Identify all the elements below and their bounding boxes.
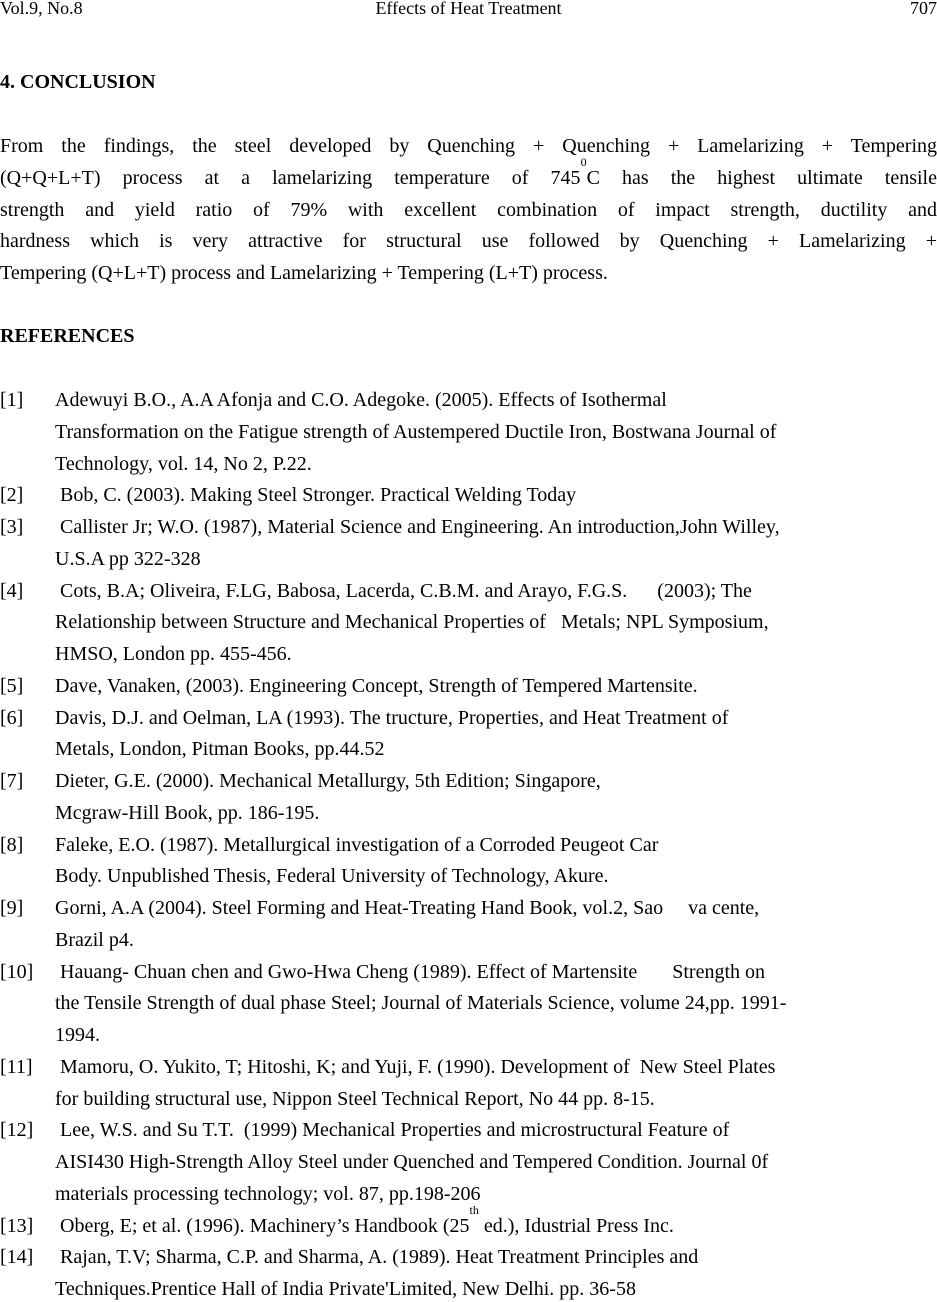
reference-text-line [55, 610, 769, 634]
text-run: Lee, W.S. and Su T.T. (1999) Mechanical Properties and microstructural Feature of [55, 1119, 730, 1142]
text-run: Body. Unpublished Thesis, Federal University of Technology, Akure. [55, 865, 609, 888]
paragraph-line [0, 134, 937, 158]
reference-text-line [55, 1118, 729, 1142]
text-run: Dieter, G.E. (2000). Mechanical Metallurgy, 5th Edition; Singapore, [55, 770, 601, 792]
reference-text-line [55, 1023, 100, 1047]
text-run: Relationship between Structure and Mechanical Properties of Metals; NPL Symposium, [55, 611, 769, 634]
reference-text-line [55, 896, 759, 920]
text-run: materials processing technology; vol. 87, pp.198-206 [55, 1182, 481, 1205]
text-run: 1994. [55, 1024, 100, 1046]
reference-text-line [55, 642, 292, 666]
reference-text-line [55, 1182, 480, 1206]
text-run: hardness which is very attractive for structural use followed by Quenching + Lamelarizing + [0, 230, 937, 253]
reference-number: [6] [0, 706, 24, 729]
reference-text-line [55, 769, 601, 793]
reference-text-line [55, 864, 609, 888]
reference-text-line [55, 1202, 674, 1238]
reference-number: [2] [0, 484, 24, 507]
text-run: Dave, Vanaken, (2003). Engineering Concept, Strength of Tempered Martensite. [55, 674, 698, 697]
text-run: Callister Jr; W.O. (1987), Material Science and Engineering. An introduction,John Willey, [55, 516, 780, 538]
reference-text-line [55, 991, 786, 1015]
reference-text-line [55, 515, 780, 539]
text-run: Bob, C. (2003). Making Steel Stronger. Practical Welding Today [55, 484, 577, 507]
text-run: Mamoru, O. Yukito, T; Hitoshi, K; and Yuji, F. (1990). Development of New Steel Plates [55, 1055, 776, 1078]
reference-number: [7] [0, 770, 24, 792]
reference-text-line [55, 833, 658, 857]
running-header-volume: Vol.9, No.8 [0, 0, 83, 18]
text-run: C has the highest ultimate tensile [586, 166, 937, 189]
text-run: Davis, D.J. and Oelman, LA (1993). The tructure, Properties, and Heat Treatment of [55, 706, 729, 729]
text-run: AISI430 High-Strength Alloy Steel under Quenched and Tempered Condition. Journal 0f [55, 1151, 769, 1173]
text-run: Metals, London, Pitman Books, pp.44.52 [55, 738, 385, 761]
text-run: HMSO, London pp. 455-456. [55, 643, 292, 665]
text-run: for building structural use, Nippon Steel Technical Report, No 44 pp. 8-15. [55, 1087, 655, 1110]
reference-text-line [55, 1245, 698, 1269]
reference-number: [4] [0, 579, 24, 602]
reference-number: [1] [0, 389, 24, 411]
text-run: Rajan, T.V; Sharma, C.P. and Sharma, A. (1989). Heat Treatment Principles and [55, 1246, 699, 1269]
paragraph-line [0, 154, 937, 190]
text-run: Hauang- Chuan chen and Gwo-Hwa Cheng (1989). Effect of Martensite Strength on [55, 960, 765, 983]
page-number: 707 [910, 0, 937, 18]
text-run: Mcgraw-Hill Book, pp. 186-195. [55, 801, 320, 824]
reference-number: [10] [0, 960, 34, 983]
text-run: the Tensile Strength of dual phase Steel; Journal of Materials Science, volume 24,pp. 1991- [55, 992, 787, 1015]
reference-number: [11] [0, 1055, 33, 1078]
reference-text-line [55, 547, 201, 571]
text-run: U.S.A pp 322-328 [55, 547, 201, 570]
reference-text-line [55, 420, 776, 444]
reference-text-line [55, 579, 752, 603]
text-run: strength and yield ratio of 79% with excellent combination of impact strength, ductility and [0, 198, 937, 221]
running-header-title: Effects of Heat Treatment [375, 0, 562, 18]
paragraph-line [0, 198, 937, 222]
text-run: Oberg, E; et al. (1996). Machinery’s Handbook (25 [55, 1214, 470, 1237]
reference-number: [13] [0, 1214, 34, 1237]
paragraph-line [0, 229, 937, 253]
text-run: Gorni, A.A (2004). Steel Forming and Heat-Treating Hand Book, vol.2, Sao va cente, [55, 897, 760, 919]
text-run: (Q+Q+L+T) process at a lamelarizing temperature of 745 [0, 166, 581, 189]
reference-text-line [55, 1055, 775, 1079]
reference-number: [5] [0, 674, 24, 697]
text-run: Transformation on the Fatigue strength of Austempered Ductile Iron, Bostwana Journal of [55, 420, 777, 443]
text-run: ed.), Idustrial Press Inc. [478, 1214, 674, 1237]
superscript: 0 [580, 154, 587, 169]
text-run: Adewuyi B.O., A.A Afonja and C.O. Adegoke. (2005). Effects of Isothermal [55, 389, 667, 411]
reference-text-line [55, 1087, 655, 1111]
text-run: Tempering (Q+L+T) process and Lamelarizing + Tempering (L+T) process. [0, 262, 608, 284]
conclusion-heading: 4. CONCLUSION [0, 71, 156, 93]
reference-number: [9] [0, 897, 24, 919]
reference-text-line [55, 674, 698, 698]
text-run: Technology, vol. 14, No 2, P.22. [55, 452, 312, 475]
text-run: From the findings, the steel developed by Quenching + Quenching + Lamelarizing + Tempering [0, 135, 937, 157]
text-run: Techniques.Prentice Hall of India Private'Limited, New Delhi. pp. 36-58 [55, 1278, 636, 1300]
text-run: Brazil p4. [55, 928, 134, 951]
reference-text-line [55, 1150, 768, 1174]
paragraph-line [0, 261, 608, 285]
reference-text-line [55, 928, 134, 952]
reference-text-line [55, 706, 728, 730]
reference-text-line [55, 960, 765, 984]
reference-number: [12] [0, 1119, 34, 1142]
superscript: th [469, 1202, 479, 1217]
reference-text-line [55, 483, 576, 507]
reference-number: [14] [0, 1246, 34, 1269]
text-run: Faleke, E.O. (1987). Metallurgical investigation of a Corroded Peugeot Car [55, 833, 659, 856]
references-heading: REFERENCES [0, 325, 135, 347]
reference-text-line [55, 388, 667, 412]
reference-text-line [55, 1277, 636, 1301]
reference-text-line [55, 452, 312, 476]
reference-text-line [55, 737, 384, 761]
text-run: Cots, B.A; Oliveira, F.LG, Babosa, Lacerda, C.B.M. and Arayo, F.G.S. (2003); The [55, 579, 752, 602]
reference-number: [8] [0, 833, 24, 856]
reference-text-line [55, 801, 319, 825]
reference-number: [3] [0, 516, 24, 538]
